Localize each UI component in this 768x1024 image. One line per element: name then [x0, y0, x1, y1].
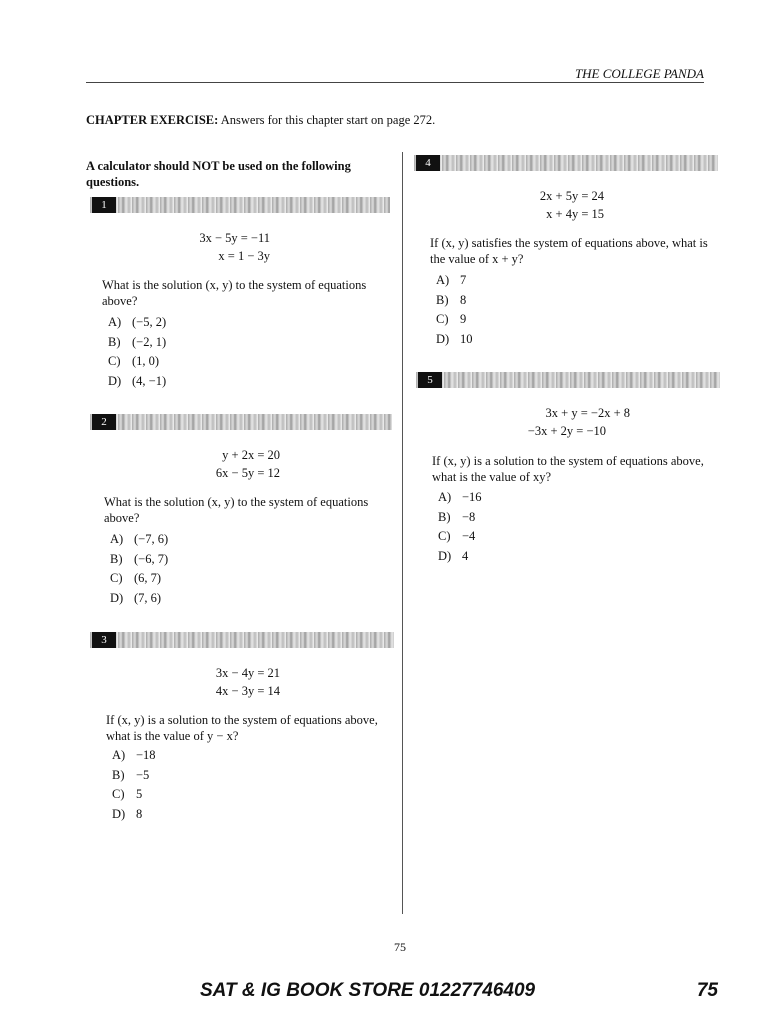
- option-d: D) 4: [438, 548, 469, 563]
- option-a: A) (−7, 6): [110, 532, 169, 546]
- question-1-banner: [90, 197, 390, 213]
- question-3: [90, 632, 394, 832]
- chapter-label: CHAPTER EXERCISE:: [86, 113, 219, 127]
- equation-1: 3x + y = −2x + 8: [545, 406, 630, 420]
- running-header: THE COLLEGE PANDA: [574, 66, 704, 81]
- chapter-text: Answers for this chapter start on page 272.: [218, 113, 436, 127]
- footer-text: SAT & IG BOOK STORE 01227746409: [200, 980, 536, 1001]
- question-prompt: What is the solution (x, y) to the system of equations above?: [102, 278, 367, 308]
- option-c: C) −4: [438, 529, 476, 543]
- answer-options: [436, 271, 473, 349]
- option-a: A) 7: [436, 273, 467, 287]
- option-a: A) (−5, 2): [108, 315, 167, 329]
- question-prompt: If (x, y) satisfies the system of equations above, what is the value of x + y?: [430, 236, 708, 266]
- footer-page-number: 75: [696, 980, 718, 1001]
- option-d: D) 10: [436, 331, 473, 346]
- question-1: [90, 197, 390, 397]
- option-c: C) 9: [436, 312, 467, 326]
- option-c: C) (1, 0): [108, 354, 160, 368]
- question-prompt: If (x, y) is a solution to the system of equations above, what is the value of xy?: [432, 454, 704, 484]
- question-number: 2: [92, 414, 116, 430]
- equation-2: −3x + 2y = −10: [527, 424, 606, 438]
- question-3-banner: [90, 632, 394, 648]
- question-number: 5: [418, 372, 442, 388]
- equation-2: 4x − 3y = 14: [215, 684, 280, 698]
- option-b: B) (−6, 7): [110, 551, 169, 566]
- option-b: B) −8: [438, 509, 476, 524]
- option-c: C) 5: [112, 787, 143, 801]
- equation-2: 6x − 5y = 12: [215, 466, 280, 480]
- column-divider: [402, 152, 403, 914]
- answer-options: [108, 313, 166, 391]
- question-number: 1: [92, 197, 116, 213]
- equation-1: 3x − 5y = −11: [199, 231, 270, 245]
- option-a: A) −16: [438, 490, 482, 504]
- answer-options: [110, 530, 168, 608]
- question-number: 4: [416, 155, 440, 171]
- question-number: 3: [92, 632, 116, 648]
- option-c: C) (6, 7): [110, 571, 162, 585]
- question-4-banner: [414, 155, 718, 171]
- equation-1: 3x − 4y = 21: [215, 666, 280, 680]
- answer-options: [438, 488, 482, 566]
- question-2-banner: [90, 414, 392, 430]
- option-d: D) (7, 6): [110, 590, 162, 605]
- option-b: B) (−2, 1): [108, 334, 167, 349]
- question-prompt: What is the solution (x, y) to the system of equations above?: [104, 495, 369, 525]
- equation-2: x + 4y = 15: [546, 207, 604, 221]
- header-rule: [86, 82, 704, 83]
- option-b: B) 8: [436, 292, 467, 307]
- option-a: A) −18: [112, 748, 156, 762]
- option-d: D) (4, −1): [108, 373, 167, 388]
- question-prompt: If (x, y) is a solution to the system of equations above, what is the value of y − x?: [106, 713, 378, 743]
- option-d: D) 8: [112, 806, 143, 821]
- question-4: [414, 155, 718, 355]
- equation-1: 2x + 5y = 24: [539, 189, 604, 203]
- question-2: [90, 414, 392, 614]
- equation-1: y + 2x = 20: [222, 448, 280, 462]
- page-number: 75: [394, 940, 406, 954]
- chapter-heading: [86, 113, 435, 128]
- calculator-note: A calculator should NOT be used on the following questions.: [86, 159, 351, 189]
- question-5: [416, 372, 720, 572]
- question-5-banner: [416, 372, 720, 388]
- answer-options: [112, 746, 156, 824]
- equation-2: x = 1 − 3y: [218, 249, 270, 263]
- option-b: B) −5: [112, 767, 150, 782]
